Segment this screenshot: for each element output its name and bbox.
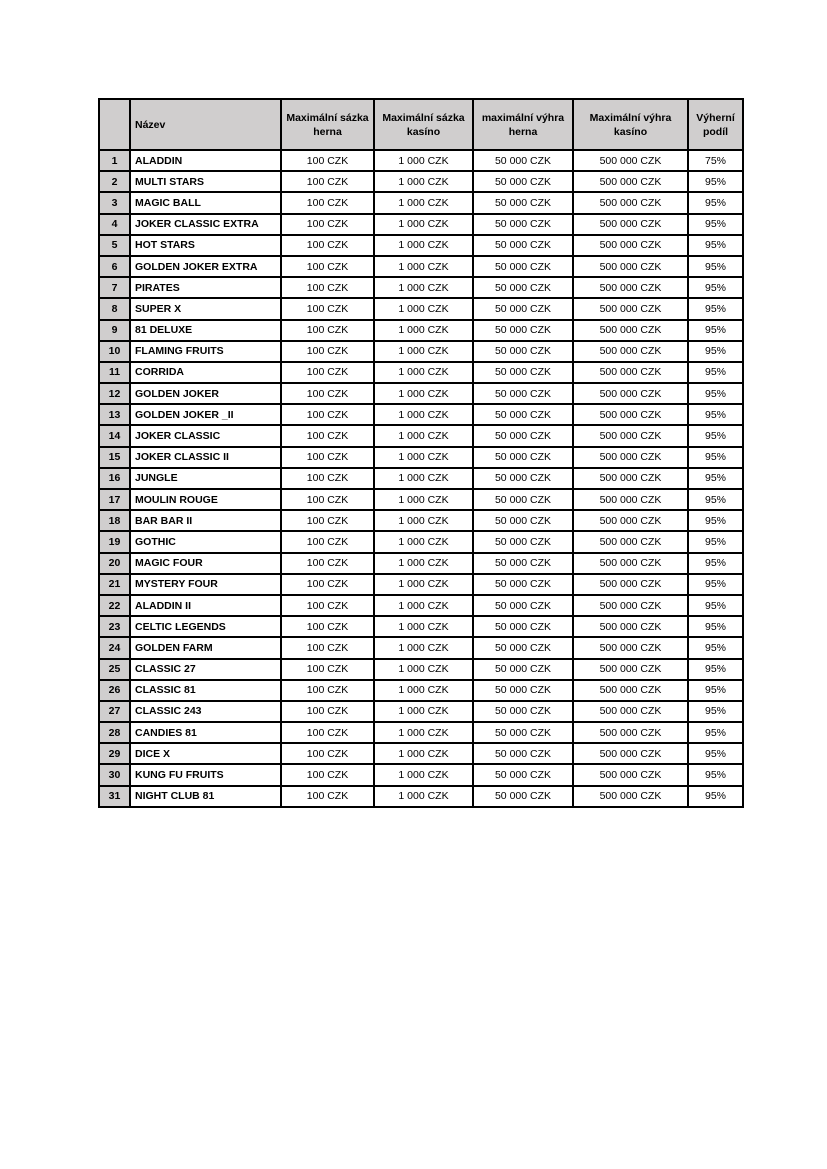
max-win-casino: 500 000 CZK	[573, 214, 688, 235]
max-win-casino: 500 000 CZK	[573, 531, 688, 552]
max-bet-hall: 100 CZK	[281, 214, 374, 235]
header-max-win-hall: maximální výhra herna	[473, 99, 573, 150]
max-win-hall: 50 000 CZK	[473, 404, 573, 425]
max-win-hall: 50 000 CZK	[473, 383, 573, 404]
max-bet-hall: 100 CZK	[281, 298, 374, 319]
max-bet-hall: 100 CZK	[281, 553, 374, 574]
game-name: JOKER CLASSIC EXTRA	[130, 214, 281, 235]
max-win-hall: 50 000 CZK	[473, 595, 573, 616]
max-win-casino: 500 000 CZK	[573, 637, 688, 658]
max-win-hall: 50 000 CZK	[473, 743, 573, 764]
max-win-casino: 500 000 CZK	[573, 489, 688, 510]
max-bet-hall: 100 CZK	[281, 235, 374, 256]
max-win-casino: 500 000 CZK	[573, 764, 688, 785]
max-win-casino: 500 000 CZK	[573, 277, 688, 298]
max-win-hall: 50 000 CZK	[473, 425, 573, 446]
max-bet-casino: 1 000 CZK	[374, 680, 473, 701]
payout-percentage: 95%	[688, 659, 743, 680]
game-name: MULTI STARS	[130, 171, 281, 192]
game-name: FLAMING FRUITS	[130, 341, 281, 362]
row-index: 17	[99, 489, 130, 510]
row-index: 21	[99, 574, 130, 595]
max-win-casino: 500 000 CZK	[573, 616, 688, 637]
max-bet-casino: 1 000 CZK	[374, 616, 473, 637]
max-bet-casino: 1 000 CZK	[374, 425, 473, 446]
row-index: 29	[99, 743, 130, 764]
max-win-hall: 50 000 CZK	[473, 362, 573, 383]
max-bet-casino: 1 000 CZK	[374, 341, 473, 362]
table-row	[99, 404, 743, 425]
game-name: CANDIES 81	[130, 722, 281, 743]
game-name: SUPER X	[130, 298, 281, 319]
row-index: 22	[99, 595, 130, 616]
table-row	[99, 764, 743, 785]
row-index: 30	[99, 764, 130, 785]
table-row	[99, 425, 743, 446]
table-row	[99, 320, 743, 341]
max-win-casino: 500 000 CZK	[573, 743, 688, 764]
max-win-casino: 500 000 CZK	[573, 383, 688, 404]
max-win-hall: 50 000 CZK	[473, 171, 573, 192]
game-name: BAR BAR II	[130, 510, 281, 531]
row-index: 1	[99, 150, 130, 171]
table-row	[99, 743, 743, 764]
game-name: JOKER CLASSIC	[130, 425, 281, 446]
max-win-casino: 500 000 CZK	[573, 425, 688, 446]
game-name: GOTHIC	[130, 531, 281, 552]
max-win-casino: 500 000 CZK	[573, 510, 688, 531]
row-index: 27	[99, 701, 130, 722]
table-row	[99, 510, 743, 531]
max-bet-hall: 100 CZK	[281, 277, 374, 298]
max-win-casino: 500 000 CZK	[573, 256, 688, 277]
row-index: 5	[99, 235, 130, 256]
max-bet-casino: 1 000 CZK	[374, 531, 473, 552]
max-bet-hall: 100 CZK	[281, 468, 374, 489]
max-bet-hall: 100 CZK	[281, 150, 374, 171]
game-name: 81 DELUXE	[130, 320, 281, 341]
row-index: 8	[99, 298, 130, 319]
game-name: HOT STARS	[130, 235, 281, 256]
max-bet-casino: 1 000 CZK	[374, 447, 473, 468]
header-index	[99, 99, 130, 150]
max-win-hall: 50 000 CZK	[473, 298, 573, 319]
max-win-hall: 50 000 CZK	[473, 468, 573, 489]
max-bet-casino: 1 000 CZK	[374, 404, 473, 425]
table-row	[99, 362, 743, 383]
payout-percentage: 95%	[688, 786, 743, 807]
max-win-casino: 500 000 CZK	[573, 235, 688, 256]
max-bet-hall: 100 CZK	[281, 722, 374, 743]
header-row	[99, 99, 743, 150]
max-bet-casino: 1 000 CZK	[374, 722, 473, 743]
max-win-hall: 50 000 CZK	[473, 786, 573, 807]
max-win-casino: 500 000 CZK	[573, 447, 688, 468]
game-name: MYSTERY FOUR	[130, 574, 281, 595]
row-index: 20	[99, 553, 130, 574]
payout-percentage: 95%	[688, 489, 743, 510]
payout-percentage: 95%	[688, 510, 743, 531]
max-win-hall: 50 000 CZK	[473, 722, 573, 743]
max-win-hall: 50 000 CZK	[473, 659, 573, 680]
max-bet-hall: 100 CZK	[281, 362, 374, 383]
max-bet-hall: 100 CZK	[281, 341, 374, 362]
max-win-hall: 50 000 CZK	[473, 447, 573, 468]
max-bet-casino: 1 000 CZK	[374, 362, 473, 383]
max-bet-casino: 1 000 CZK	[374, 320, 473, 341]
header-max-bet-casino: Maximální sázka kasíno	[374, 99, 473, 150]
payout-percentage: 95%	[688, 404, 743, 425]
row-index: 11	[99, 362, 130, 383]
row-index: 28	[99, 722, 130, 743]
max-bet-hall: 100 CZK	[281, 320, 374, 341]
table-row	[99, 341, 743, 362]
table-row	[99, 298, 743, 319]
row-index: 7	[99, 277, 130, 298]
table-row	[99, 468, 743, 489]
max-win-hall: 50 000 CZK	[473, 680, 573, 701]
row-index: 12	[99, 383, 130, 404]
max-bet-hall: 100 CZK	[281, 404, 374, 425]
table-row	[99, 192, 743, 213]
max-bet-hall: 100 CZK	[281, 764, 374, 785]
row-index: 10	[99, 341, 130, 362]
max-bet-casino: 1 000 CZK	[374, 150, 473, 171]
max-win-casino: 500 000 CZK	[573, 362, 688, 383]
row-index: 2	[99, 171, 130, 192]
max-bet-hall: 100 CZK	[281, 171, 374, 192]
max-win-hall: 50 000 CZK	[473, 489, 573, 510]
payout-percentage: 95%	[688, 235, 743, 256]
row-index: 4	[99, 214, 130, 235]
max-bet-hall: 100 CZK	[281, 701, 374, 722]
table-row	[99, 595, 743, 616]
max-win-hall: 50 000 CZK	[473, 701, 573, 722]
row-index: 9	[99, 320, 130, 341]
row-index: 18	[99, 510, 130, 531]
game-name: CELTIC LEGENDS	[130, 616, 281, 637]
payout-percentage: 95%	[688, 637, 743, 658]
max-bet-hall: 100 CZK	[281, 489, 374, 510]
max-win-hall: 50 000 CZK	[473, 574, 573, 595]
table-row	[99, 553, 743, 574]
payout-percentage: 95%	[688, 320, 743, 341]
table-row	[99, 256, 743, 277]
payout-percentage: 95%	[688, 447, 743, 468]
payout-percentage: 95%	[688, 722, 743, 743]
games-table	[98, 98, 744, 808]
row-index: 6	[99, 256, 130, 277]
table-row	[99, 531, 743, 552]
payout-percentage: 95%	[688, 171, 743, 192]
game-name: GOLDEN JOKER _II	[130, 404, 281, 425]
max-win-casino: 500 000 CZK	[573, 595, 688, 616]
max-win-casino: 500 000 CZK	[573, 320, 688, 341]
table-row	[99, 786, 743, 807]
row-index: 19	[99, 531, 130, 552]
max-bet-casino: 1 000 CZK	[374, 637, 473, 658]
table-row	[99, 722, 743, 743]
game-name: CLASSIC 27	[130, 659, 281, 680]
max-win-hall: 50 000 CZK	[473, 341, 573, 362]
payout-percentage: 95%	[688, 277, 743, 298]
header-max-win-casino: Maximální výhra kasíno	[573, 99, 688, 150]
table-row	[99, 680, 743, 701]
max-bet-casino: 1 000 CZK	[374, 192, 473, 213]
max-bet-hall: 100 CZK	[281, 192, 374, 213]
table-row	[99, 214, 743, 235]
table-row	[99, 489, 743, 510]
max-bet-hall: 100 CZK	[281, 786, 374, 807]
table-row	[99, 659, 743, 680]
game-name: MOULIN ROUGE	[130, 489, 281, 510]
header-name: Název	[130, 99, 281, 150]
max-bet-casino: 1 000 CZK	[374, 171, 473, 192]
max-win-hall: 50 000 CZK	[473, 510, 573, 531]
max-bet-hall: 100 CZK	[281, 659, 374, 680]
game-name: DICE X	[130, 743, 281, 764]
max-win-hall: 50 000 CZK	[473, 637, 573, 658]
table-row	[99, 383, 743, 404]
max-win-casino: 500 000 CZK	[573, 659, 688, 680]
max-bet-casino: 1 000 CZK	[374, 214, 473, 235]
game-name: GOLDEN JOKER EXTRA	[130, 256, 281, 277]
max-win-casino: 500 000 CZK	[573, 786, 688, 807]
max-bet-casino: 1 000 CZK	[374, 256, 473, 277]
max-win-hall: 50 000 CZK	[473, 320, 573, 341]
table-row	[99, 277, 743, 298]
max-bet-casino: 1 000 CZK	[374, 489, 473, 510]
max-bet-casino: 1 000 CZK	[374, 786, 473, 807]
max-bet-hall: 100 CZK	[281, 637, 374, 658]
max-bet-casino: 1 000 CZK	[374, 553, 473, 574]
game-name: CLASSIC 243	[130, 701, 281, 722]
max-win-casino: 500 000 CZK	[573, 574, 688, 595]
max-win-hall: 50 000 CZK	[473, 150, 573, 171]
max-win-hall: 50 000 CZK	[473, 214, 573, 235]
table-row	[99, 235, 743, 256]
header-payout: Výherní podíl	[688, 99, 743, 150]
table-row	[99, 616, 743, 637]
row-index: 13	[99, 404, 130, 425]
payout-percentage: 95%	[688, 680, 743, 701]
row-index: 16	[99, 468, 130, 489]
max-win-casino: 500 000 CZK	[573, 722, 688, 743]
table-row	[99, 701, 743, 722]
payout-percentage: 95%	[688, 595, 743, 616]
payout-percentage: 95%	[688, 701, 743, 722]
table-row	[99, 150, 743, 171]
max-win-casino: 500 000 CZK	[573, 553, 688, 574]
game-name: MAGIC BALL	[130, 192, 281, 213]
table-row	[99, 447, 743, 468]
max-bet-casino: 1 000 CZK	[374, 701, 473, 722]
max-bet-casino: 1 000 CZK	[374, 764, 473, 785]
max-bet-hall: 100 CZK	[281, 383, 374, 404]
max-win-casino: 500 000 CZK	[573, 404, 688, 425]
payout-percentage: 95%	[688, 743, 743, 764]
max-bet-casino: 1 000 CZK	[374, 595, 473, 616]
max-bet-casino: 1 000 CZK	[374, 383, 473, 404]
max-bet-hall: 100 CZK	[281, 531, 374, 552]
table-row	[99, 574, 743, 595]
max-win-hall: 50 000 CZK	[473, 553, 573, 574]
max-bet-casino: 1 000 CZK	[374, 235, 473, 256]
game-name: GOLDEN JOKER	[130, 383, 281, 404]
table-row	[99, 171, 743, 192]
max-win-casino: 500 000 CZK	[573, 468, 688, 489]
max-win-casino: 500 000 CZK	[573, 192, 688, 213]
payout-percentage: 95%	[688, 574, 743, 595]
row-index: 24	[99, 637, 130, 658]
payout-percentage: 95%	[688, 383, 743, 404]
payout-percentage: 95%	[688, 362, 743, 383]
header-max-bet-hall: Maximální sázka herna	[281, 99, 374, 150]
game-name: JOKER CLASSIC II	[130, 447, 281, 468]
game-name: ALADDIN II	[130, 595, 281, 616]
payout-percentage: 95%	[688, 553, 743, 574]
table-body	[99, 150, 743, 807]
payout-percentage: 95%	[688, 192, 743, 213]
payout-percentage: 95%	[688, 298, 743, 319]
max-bet-casino: 1 000 CZK	[374, 468, 473, 489]
max-win-casino: 500 000 CZK	[573, 341, 688, 362]
max-win-casino: 500 000 CZK	[573, 171, 688, 192]
max-bet-casino: 1 000 CZK	[374, 574, 473, 595]
game-name: PIRATES	[130, 277, 281, 298]
table-row	[99, 637, 743, 658]
row-index: 15	[99, 447, 130, 468]
row-index: 3	[99, 192, 130, 213]
max-win-casino: 500 000 CZK	[573, 701, 688, 722]
payout-percentage: 95%	[688, 214, 743, 235]
max-bet-casino: 1 000 CZK	[374, 277, 473, 298]
game-name: ALADDIN	[130, 150, 281, 171]
game-name: JUNGLE	[130, 468, 281, 489]
payout-percentage: 95%	[688, 341, 743, 362]
max-bet-hall: 100 CZK	[281, 595, 374, 616]
table-header	[99, 99, 743, 150]
game-name: CLASSIC 81	[130, 680, 281, 701]
payout-percentage: 95%	[688, 531, 743, 552]
max-bet-hall: 100 CZK	[281, 510, 374, 531]
game-name: CORRIDA	[130, 362, 281, 383]
max-win-hall: 50 000 CZK	[473, 256, 573, 277]
row-index: 31	[99, 786, 130, 807]
game-name: NIGHT CLUB 81	[130, 786, 281, 807]
max-bet-casino: 1 000 CZK	[374, 298, 473, 319]
payout-percentage: 95%	[688, 764, 743, 785]
max-bet-hall: 100 CZK	[281, 616, 374, 637]
max-bet-hall: 100 CZK	[281, 256, 374, 277]
payout-percentage: 95%	[688, 256, 743, 277]
max-win-hall: 50 000 CZK	[473, 531, 573, 552]
max-bet-casino: 1 000 CZK	[374, 659, 473, 680]
game-name: GOLDEN FARM	[130, 637, 281, 658]
payout-percentage: 95%	[688, 468, 743, 489]
max-win-hall: 50 000 CZK	[473, 235, 573, 256]
max-win-casino: 500 000 CZK	[573, 150, 688, 171]
max-bet-hall: 100 CZK	[281, 743, 374, 764]
max-bet-hall: 100 CZK	[281, 447, 374, 468]
row-index: 26	[99, 680, 130, 701]
max-win-casino: 500 000 CZK	[573, 298, 688, 319]
max-bet-hall: 100 CZK	[281, 574, 374, 595]
max-win-hall: 50 000 CZK	[473, 277, 573, 298]
max-win-casino: 500 000 CZK	[573, 680, 688, 701]
max-win-hall: 50 000 CZK	[473, 764, 573, 785]
row-index: 23	[99, 616, 130, 637]
row-index: 14	[99, 425, 130, 446]
max-bet-hall: 100 CZK	[281, 425, 374, 446]
max-bet-casino: 1 000 CZK	[374, 743, 473, 764]
payout-percentage: 75%	[688, 150, 743, 171]
max-bet-casino: 1 000 CZK	[374, 510, 473, 531]
max-win-hall: 50 000 CZK	[473, 192, 573, 213]
payout-percentage: 95%	[688, 616, 743, 637]
game-name: KUNG FU FRUITS	[130, 764, 281, 785]
max-bet-hall: 100 CZK	[281, 680, 374, 701]
row-index: 25	[99, 659, 130, 680]
payout-percentage: 95%	[688, 425, 743, 446]
game-name: MAGIC FOUR	[130, 553, 281, 574]
max-win-hall: 50 000 CZK	[473, 616, 573, 637]
